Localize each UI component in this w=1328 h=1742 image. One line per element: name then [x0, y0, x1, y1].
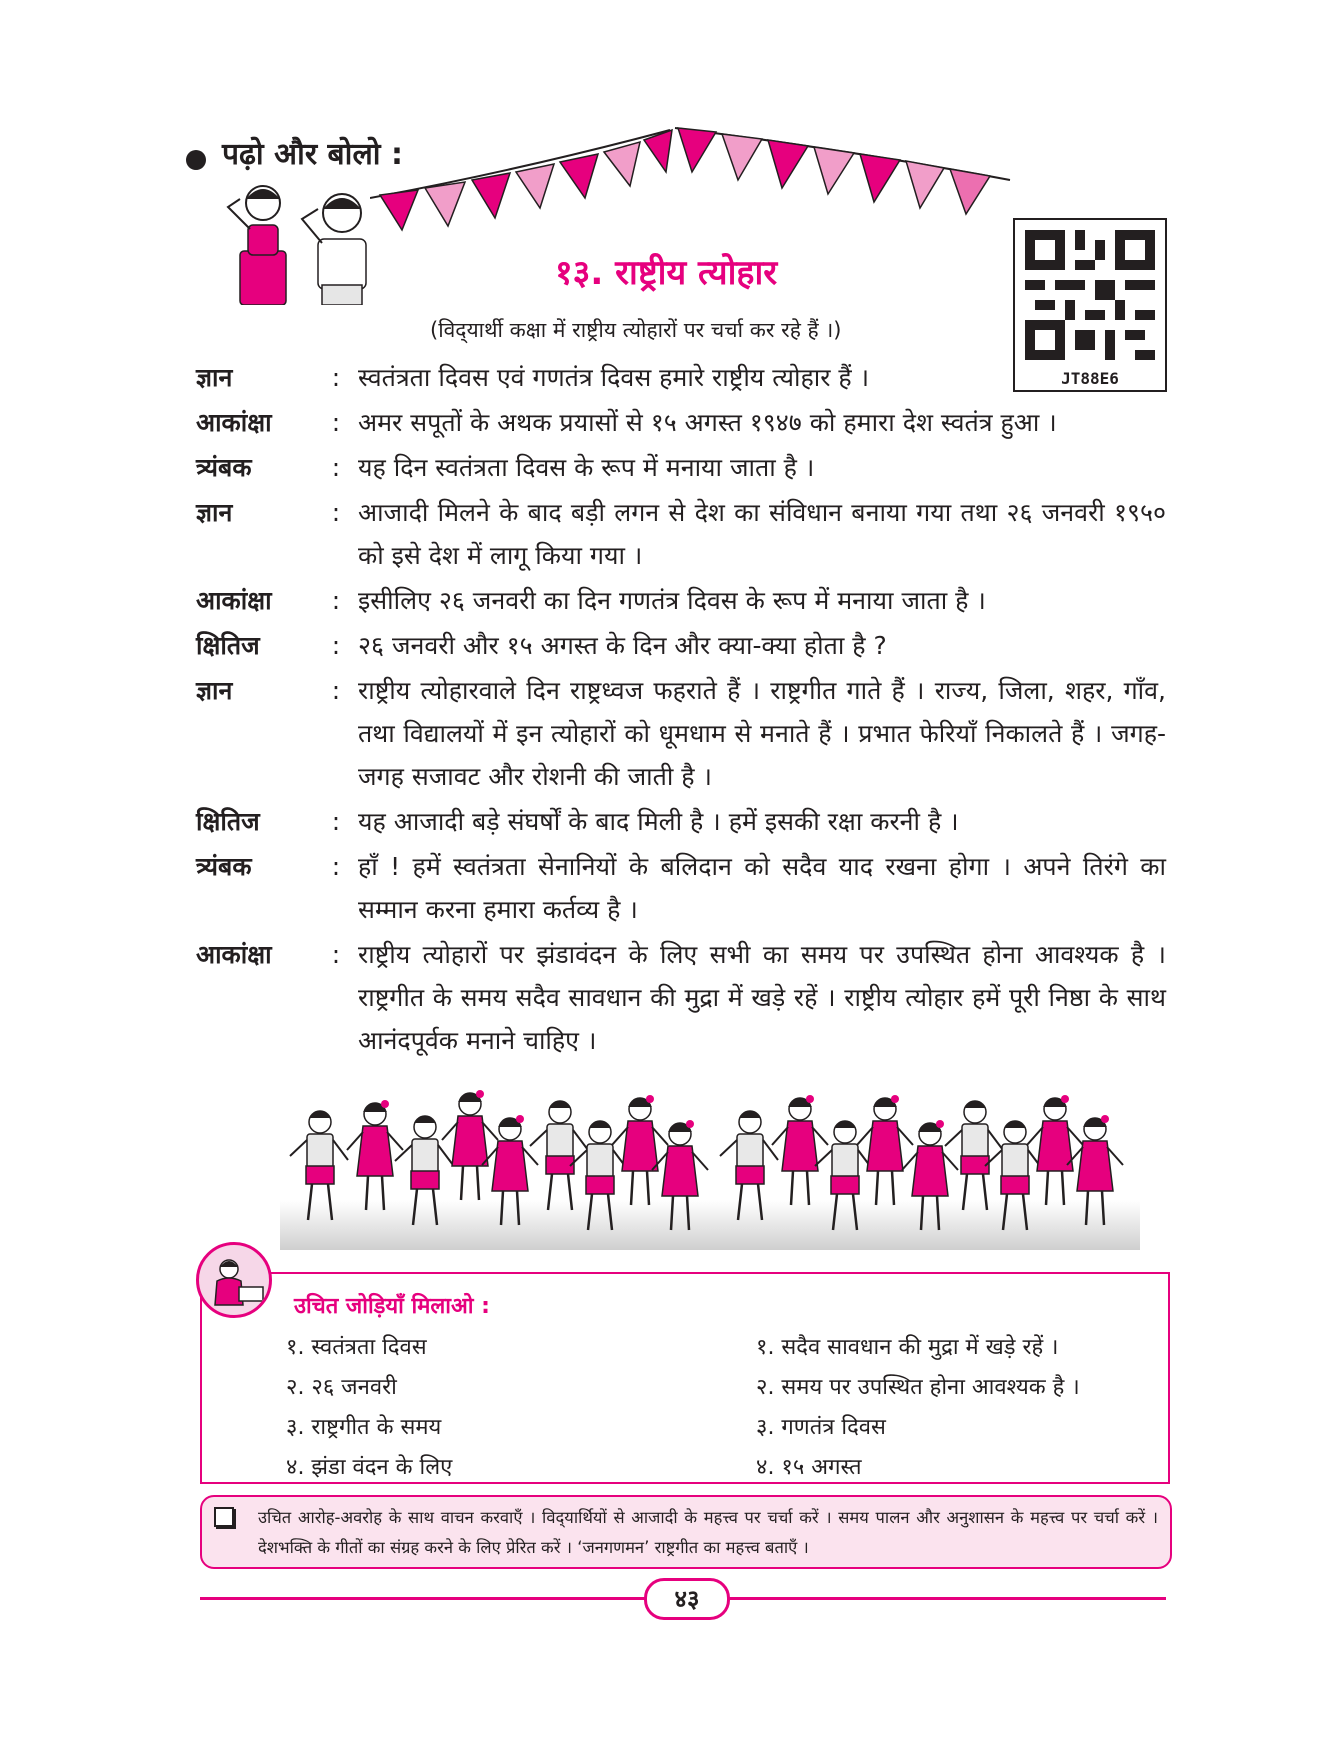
colon: :: [331, 852, 341, 881]
speaker-name: क्षितिज: [196, 807, 260, 836]
match-left-item: २. २६ जनवरी: [286, 1375, 397, 1400]
match-left-item: ४. झंडा वंदन के लिए: [286, 1455, 453, 1480]
saluting-children-illustration: [210, 175, 400, 305]
match-right-item: ४. १५ अगस्त: [756, 1455, 862, 1480]
speech-text: इसीलिए २६ जनवरी का दिन गणतंत्र दिवस के रूप में मनाया जाता है ।: [358, 586, 986, 615]
colon: :: [331, 940, 341, 969]
speech-text: स्वतंत्रता दिवस एवं गणतंत्र दिवस हमारे राष्ट्रीय त्योहार हैं ।: [358, 363, 870, 392]
colon: :: [331, 676, 341, 705]
speaker-name: आकांक्षा: [196, 586, 272, 615]
speaker-name: ज्ञान: [196, 363, 233, 392]
colon: :: [331, 807, 341, 836]
speaker-name: त्र्यंबक: [196, 852, 252, 881]
match-left-item: ३. राष्ट्रगीत के समय: [286, 1415, 442, 1440]
teacher-writing-icon: [196, 1242, 272, 1318]
dialogue-line: [196, 356, 1166, 399]
speaker-name: ज्ञान: [196, 676, 233, 705]
marching-children-illustration: [280, 1070, 1140, 1250]
colon: :: [331, 631, 341, 660]
speaker-name: क्षितिज: [196, 631, 260, 660]
speech-text: राष्ट्रीय त्योहारों पर झंडावंदन के लिए सभी का समय पर उपस्थित होना आवश्यक है । राष्ट्रगीत के समय सदैव सावधान की मुद्रा में खड़े रहें । राष्ट्रीय त्योहार हमें पूरी निष्ठा के साथ आनंदपूर्वक मनाने चाहिए ।: [358, 940, 1166, 1055]
speaker-name: ज्ञान: [196, 498, 233, 527]
speaker-name: आकांक्षा: [196, 940, 272, 969]
chapter-title: १३. राष्ट्रीय त्योहार: [555, 253, 778, 293]
colon: :: [331, 586, 341, 615]
match-right-item: २. समय पर उपस्थित होना आवश्यक है ।: [756, 1375, 1080, 1400]
qr-code-label: JT88E6: [1061, 369, 1119, 388]
match-left-item: १. स्वतंत्रता दिवस: [286, 1335, 427, 1360]
colon: :: [331, 498, 341, 527]
match-left-column: [286, 1328, 452, 1488]
colon: :: [331, 363, 341, 392]
dialogue-line: [196, 579, 1166, 622]
speech-text: यह दिन स्वतंत्रता दिवस के रूप में मनाया जाता है ।: [358, 453, 815, 482]
dialogue: [196, 356, 1166, 1064]
dialogue-line: [196, 800, 1166, 843]
activity-title: उचित जोड़ियाँ मिलाओ :: [294, 1294, 490, 1319]
match-right-item: ३. गणतंत्र दिवस: [756, 1415, 886, 1440]
bunting-decoration: [370, 110, 1020, 250]
speech-text: २६ जनवरी और १५ अगस्त के दिन और क्या-क्या होता है ?: [358, 631, 887, 660]
dialogue-line: [196, 491, 1166, 577]
colon: :: [331, 453, 341, 482]
teacher-note-text: उचित आरोह-अवरोह के साथ वाचन करवाएँ । विद्‌यार्थियों से आजादी के महत्त्व पर चर्चा करें । समय पालन और अनुशासन के महत्त्व पर चर्चा करें । देशभक्ति के गीतों का संग्रह करने के लिए प्रेरित करें । ‘जनगणमन’ राष्ट्रगीत का महत्त्व बताएँ ।: [258, 1508, 1158, 1557]
activity-box: [200, 1272, 1170, 1484]
bullet-icon: [186, 150, 206, 170]
teacher-note-box: [200, 1495, 1172, 1569]
match-right-item: १. सदैव सावधान की मुद्रा में खड़े रहें ।: [756, 1335, 1059, 1360]
speech-text: अमर सपूतों के अथक प्रयासों से १५ अगस्त १९४७ को हमारा देश स्वतंत्र हुआ ।: [358, 408, 1057, 437]
speech-text: यह आजादी बड़े संघर्षों के बाद मिली है । हमें इसकी रक्षा करनी है ।: [358, 807, 959, 836]
dialogue-line: [196, 401, 1166, 444]
qr-code-icon: [1025, 230, 1155, 360]
dialogue-line: [196, 669, 1166, 798]
dialogue-line: [196, 624, 1166, 667]
chapter-subtitle: (विद्‌यार्थी कक्षा में राष्ट्रीय त्योहारों पर चर्चा कर रहे हैं ।): [430, 318, 842, 342]
colon: :: [331, 408, 341, 437]
dialogue-line: [196, 933, 1166, 1062]
speaker-name: त्र्यंबक: [196, 453, 252, 482]
speaker-name: आकांक्षा: [196, 408, 272, 437]
dialogue-line: [196, 446, 1166, 489]
dialogue-line: [196, 845, 1166, 931]
section-heading: पढ़ो और बोलो :: [222, 137, 403, 172]
checkbox-icon: [214, 1507, 234, 1527]
speech-text: हाँ ! हमें स्वतंत्रता सेनानियों के बलिदान को सदैव याद रखना होगा । अपने तिरंगे का सम्मान करना हमारा कर्तव्य है ।: [358, 852, 1166, 924]
match-right-column: [756, 1328, 1080, 1488]
speech-text: आजादी मिलने के बाद बड़ी लगन से देश का संविधान बनाया गया तथा २६ जनवरी १९५० को इसे देश में लागू किया गया ।: [358, 498, 1166, 570]
speech-text: राष्ट्रीय त्योहारवाले दिन राष्ट्रध्वज फहराते हैं । राष्ट्रगीत गाते हैं । राज्य, जिला, शहर, गाँव, तथा विद्यालयों में इन त्योहारों को धूमधाम से मनाते हैं । प्रभात फेरियाँ निकालते हैं । जगह-जगह सजावट और रोशनी की जाती है ।: [358, 676, 1166, 791]
page-number: ४३: [644, 1578, 730, 1620]
